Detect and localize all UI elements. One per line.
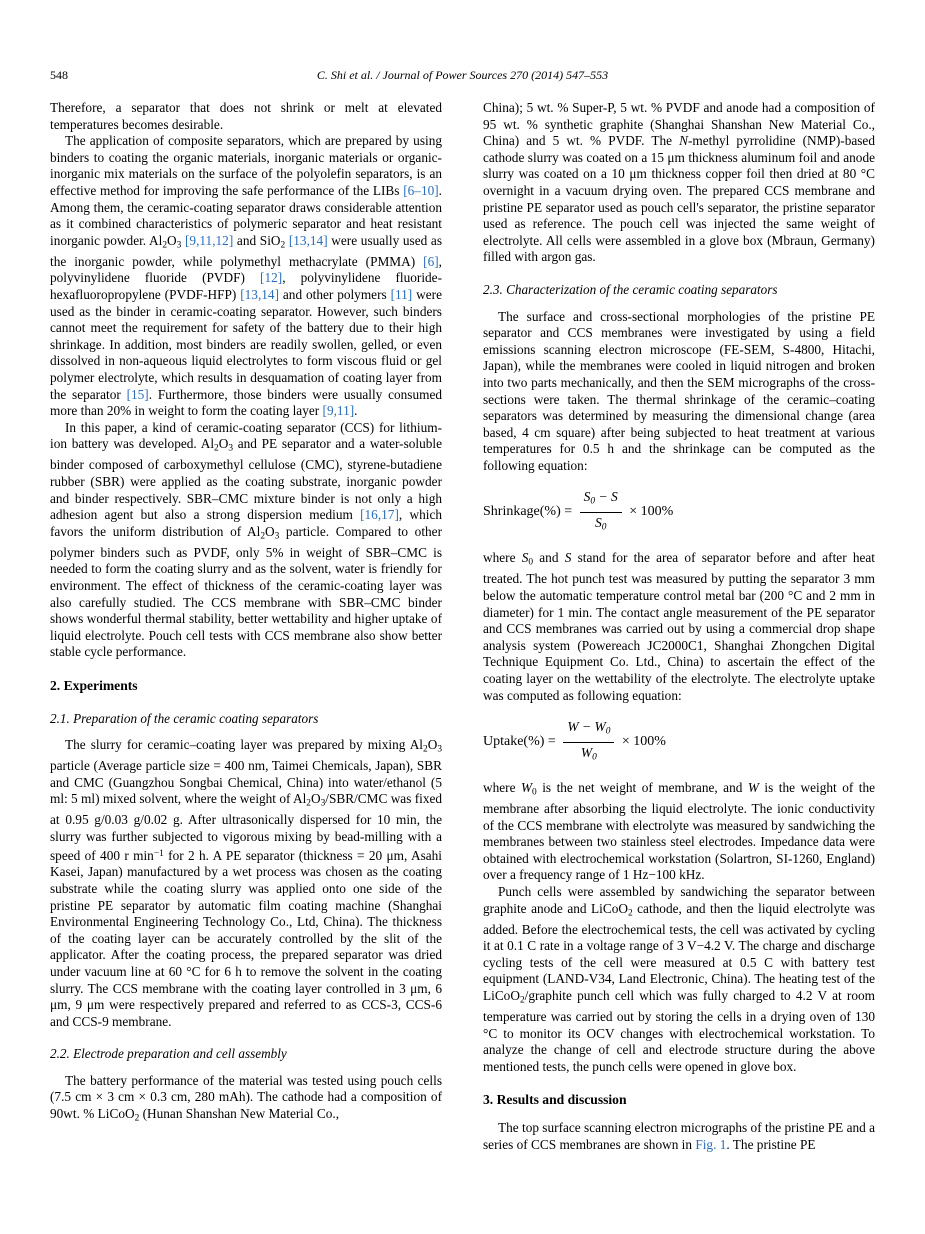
- paragraph-intro-continued: [50, 100, 442, 133]
- paragraph-results-opening: [483, 1120, 875, 1153]
- text-run: where: [483, 780, 521, 795]
- text-run: Therefore, a separator that does not shrink or melt at elevated temperatures becomes desirable.: [50, 100, 442, 132]
- text-run: /SBR/CMC was fixed at 0.95 g/0.03 g/0.02 g. After ultrasonically dispersed for 10 min, the slurry was further subjected to vigorous mixing by bead-milling with a speed of 400 r min: [50, 791, 443, 863]
- spacer: [50, 1063, 442, 1073]
- text-run: China); 5 wt. % Super-P, 5 wt. % PVDF and anode had a composition of 95 wt. % synthetic graphite (Shanghai Shanshan New Material Co., China) and 5 wt. % PVDF. The: [483, 100, 875, 149]
- section-heading-results: 3. Results and discussion: [483, 1092, 627, 1108]
- page-header: [50, 68, 875, 84]
- paragraph-where-s0: [483, 550, 875, 704]
- paragraph-this-paper: [50, 420, 442, 661]
- spacer: [483, 266, 875, 282]
- text-run: where: [483, 550, 522, 566]
- subsection-heading-2-3: 2.3. Characterization of the ceramic coating separators: [483, 281, 778, 297]
- text-run: O: [265, 523, 275, 539]
- text-run: , polyvinylidene fluoride (PVDF): [50, 253, 442, 286]
- body-columns: [50, 100, 875, 1180]
- subscript: 0: [528, 557, 534, 568]
- superscript: −1: [153, 848, 164, 859]
- italic-run: S: [521, 550, 529, 566]
- section-heading-experiments: 2. Experiments: [50, 677, 138, 693]
- paragraph-cell-assembly: [50, 1073, 442, 1127]
- citation-link[interactable]: [9,11]: [322, 403, 355, 419]
- text-run: particle. Compared to other polymer binders such as PVDF, only 5% in weight of SBR–CMC is needed to form the coating slurry and as the solvent, water is friendly for environment. The effect of thickness of the ceramic-coating layer was also carefully studied. The CCS membrane with SBR–CMC binder shows wonderful thermal stability, better wettability and higher uptake of liquid electrolyte. Pouch cell tests with CCS membrane also show better stable cycle performance.: [50, 523, 442, 660]
- subscript: 0: [532, 787, 537, 798]
- right-column: [483, 100, 875, 1153]
- text-run: is the weight of the membrane after absorbing the liquid electrolyte. The ionic conductivity of the CCS membrane with electrolyte was measured by sandwiching the membranes between two stainless steel electrodes. Impedance data were obtained with electrochemical workstation (Solartron, SI-1260, England) over a frequency range of 1 Hz−100 kHz.: [483, 780, 875, 883]
- text-run: and PE separator and a water-soluble binder composed of carboxymethyl cellulose (CMC), styrene-butadiene rubber (SBR) were applied as the coating substrate, inorganic powder and binder respectively. SBR–CMC mixture binder is not only a high adhesion agent but also a strong dispersion medium: [50, 436, 442, 523]
- equation-tail: × 100%: [621, 734, 666, 750]
- text-run: O: [167, 232, 177, 248]
- subscript: 2: [423, 744, 428, 755]
- text-run: .: [354, 403, 358, 419]
- text-run: The slurry for ceramic–coating layer was prepared by mixing Al: [65, 737, 424, 753]
- citation-link[interactable]: [13,14]: [288, 232, 328, 248]
- paragraph-where-w0: [483, 780, 875, 884]
- spacer: [50, 727, 442, 737]
- subscript: 3: [320, 798, 326, 809]
- text-run: were usually used as the inorganic powder, while polymethyl methacrylate (PMMA): [50, 232, 443, 269]
- text-run: . Among them, the ceramic-coating separator draws considerable attention as it combined characteristics of polymeric separator and heat resistant inorganic powder. Al: [50, 182, 442, 248]
- equation-tail: × 100%: [629, 504, 674, 520]
- page-number: 548: [50, 68, 68, 82]
- italic-run: W: [747, 780, 759, 795]
- fraction-denominator: $S_0$: [594, 514, 607, 533]
- citation-link[interactable]: [11]: [390, 286, 413, 302]
- text-run: (Hunan Shanshan New Material Co.,: [139, 1106, 340, 1122]
- equation-left-side: Shrinkage(%) =: [483, 504, 573, 520]
- text-run: , which favors the uniform distribution of Al: [50, 507, 442, 539]
- italic-run: S: [564, 550, 572, 566]
- text-run: . Furthermore, those binders were usually consumed more than 20% in weight to form the coating layer: [50, 386, 442, 419]
- subsection-heading-2-2: 2.2. Electrode preparation and cell assembly: [50, 1046, 287, 1062]
- text-run: cathode, and then the liquid electrolyte was added. Before the electrochemical tests, the cell was activated by cycling it at 0.1 C rate in a voltage range of 3 V−4.2 V. The charge and discharge cycling tests of the cell were measured at 0.5 C with battery test equipment (LAND-V34, Land Electronic, China). The heating test of the LiCoO: [483, 900, 875, 1003]
- subscript: 3: [274, 531, 280, 542]
- text-run: and other polymers: [279, 286, 391, 302]
- paragraph-composite-separators: [50, 133, 442, 420]
- left-column: [50, 100, 442, 1127]
- subscript: 3: [228, 443, 233, 454]
- equation-shrinkage: [483, 474, 875, 550]
- citation-link[interactable]: [12]: [260, 270, 283, 286]
- text-run: , polyvinylidene fluoride-hexafluoropropylene (PVDF-HFP): [50, 270, 443, 302]
- text-run: The surface and cross-sectional morphologies of the pristine PE separator and CCS membranes were investigated by using a field emissions scanning electron microscope (FE-SEM, S-4800, Hitachi, Japan), while the membranes were cooled in liquid nitrogen and broken into two parts mechanically, and then the SEM micrographs of the cross-sections were taken. The thermal shrinkage of the ceramic–coating separators was determined by measuring the dimensional change (area based, 4 cm square) after being subjected to heat treatment at various temperatures for 0.5 h and the shrinkage can be computed as the following equation:: [483, 308, 875, 473]
- citation-link[interactable]: [16,17]: [360, 507, 399, 523]
- fraction-numerator: $S_0 - S$: [580, 488, 622, 512]
- subscript: 2: [214, 443, 219, 454]
- italic-run: W: [520, 780, 533, 795]
- running-head: C. Shi et al. / Journal of Power Sources 270 (2014) 547–553: [316, 68, 609, 82]
- text-run: and: [533, 550, 565, 566]
- text-run: O: [427, 737, 438, 753]
- paragraph-punch-cells: [483, 884, 875, 1075]
- text-run: The battery performance of the material was tested using pouch cells (7.5 cm × 3 cm × 0.3 cm, 280 mAh). The cathode had a composition of 90wt. % LiCoO: [50, 1072, 442, 1122]
- fraction-denominator: $W_0$: [580, 744, 597, 762]
- text-run: The top surface scanning electron micrographs of the pristine PE and a series of CCS membranes are shown in: [483, 1120, 875, 1152]
- spacer: [50, 695, 442, 711]
- text-run: O: [218, 436, 229, 452]
- spacer: [483, 1109, 875, 1120]
- text-run: . The pristine PE: [726, 1136, 816, 1152]
- italic-run: N: [679, 133, 688, 149]
- text-run: Punch cells were assembled by sandwiching the separator between graphite anode and LiCoO: [483, 884, 875, 916]
- equation-left-side: Uptake(%) =: [483, 734, 556, 750]
- spacer: [50, 1030, 442, 1046]
- fraction: [580, 488, 622, 536]
- text-run: is the net weight of membrane, and: [536, 780, 748, 795]
- subscript: 2: [627, 908, 633, 919]
- subscript: 2: [162, 240, 168, 251]
- subscript: 2: [280, 240, 286, 251]
- subscript: 2: [134, 1113, 140, 1124]
- citation-link[interactable]: [9,11,12]: [185, 232, 234, 248]
- text-run: O: [310, 791, 321, 807]
- citation-link[interactable]: [6–10]: [403, 182, 439, 198]
- subscript: 2: [519, 995, 525, 1006]
- subscript: 3: [176, 240, 182, 251]
- paragraph-characterization: [483, 309, 875, 475]
- subscript: 3: [437, 744, 442, 755]
- citation-link[interactable]: [6]: [423, 253, 439, 269]
- text-run: particle (Average particle size = 400 nm, Taimei Chemicals, Japan), SBR and CMC (Guangzhou Songbai Chemical, China) into water/ethanol (5 ml: 5 ml) mixed solvent, where the weight of Al: [50, 758, 442, 807]
- subscript: 2: [260, 531, 266, 542]
- text-run: and SiO: [233, 232, 281, 248]
- text-run: stand for the area of separator before and after heat treated. The hot punch test was measured by putting the separator 3 mm below the automatic temperature control metal bar (200 °C and 2 mm in diameter) for 1 min. The contact angle measurement of the PE separator and CCS membranes was carried out by using a commercial drop shape analysis system (Powereach JC2000C1, Shanghai Zhongchen Digital Technique Equipment Co. Ltd., China) to ascertain the effect of the coating layer on the wettability of the electrolyte. The electrolyte uptake was computed as following equation:: [483, 550, 876, 703]
- paragraph-electrode-continued: [483, 100, 875, 266]
- spacer: [483, 299, 875, 309]
- spacer: [50, 661, 442, 678]
- spacer: [483, 1075, 875, 1092]
- subscript: 2: [306, 798, 311, 809]
- text-run: /graphite punch cell which was fully charged to 4.2 V at room temperature was carried out by storing the cells in a drying oven of 130 °C to monitor its OCV changes with electrochemical workstation. To analyze the change of cell and electrode structure during the above mentioned tests, the punch cells were opened in glove box.: [483, 988, 875, 1074]
- fraction-numerator: $W - W_0$: [563, 718, 614, 742]
- paragraph-slurry-preparation: [50, 737, 442, 1030]
- figure-link[interactable]: Fig. 1: [695, 1136, 727, 1152]
- text-run: for 2 h. A PE separator (thickness = 20 μm, Asahi Kasei, Japan) manufactured by a wet process was chosen as the coating substrate while the coating slurry was applied onto one side of the pristine PE separator by automatic film coating machine (Shanghai Environmental Engineering Technology Co., Ltd, China). The thickness of the coating layer can be accurately controlled by the slit of the applicator. After the coating process, the prepared separator was dried under vacuum line at 60 °C for 6 h to remove the solvent in the coating slurry. The CCS membrane with the coating layer controlled in 3 μm, 6 μm, 9 μm were respectively prepared and referred to as CCS-3, CCS-6 and CCS-9 membrane.: [50, 847, 442, 1029]
- text-run: In this paper, a kind of ceramic-coating separator (CCS) for lithium-ion battery was developed. Al: [50, 419, 442, 452]
- text-run: -methyl pyrrolidine (NMP)-based cathode slurry was coated on a 15 μm thickness aluminum foil and anode slurry was coated on a 10 μm thickness copper foil then dried at 80 °C overnight in a vacuum drying oven. The prepared CCS membrane and pristine PE separator used as pouch cell's separator, the pristine separator used as reference. The pouch cell was injected the same weight of electrolyte. All cells were assembled in a glove box (Mbraun, Germany) filled with argon gas.: [483, 133, 875, 265]
- text-run: The application of composite separators, which are prepared by using binders to coating the organic materials, inorganic materials or organic-inorganic mix materials on the surface of the polyolefin separators, is an effective method for improving the safe performance of the LIBs: [50, 133, 442, 198]
- citation-link[interactable]: [13,14]: [240, 286, 279, 302]
- subsection-heading-2-1: 2.1. Preparation of the ceramic coating separators: [50, 710, 319, 726]
- citation-link[interactable]: [15]: [126, 386, 149, 402]
- fraction: [563, 718, 614, 766]
- equation-uptake: [483, 704, 875, 780]
- text-run: were used as the binder in ceramic-coating separator. However, such binders cannot meet the requirement for safety of the battery due to their high shrinkage. In addition, most binders are readily swollen, gelled, or even dissolved in non-aqueous liquid electrolytes to form viscous fluid or gel polymer electrolyte, which results in desquamation of coating layer from the separator: [50, 286, 442, 402]
